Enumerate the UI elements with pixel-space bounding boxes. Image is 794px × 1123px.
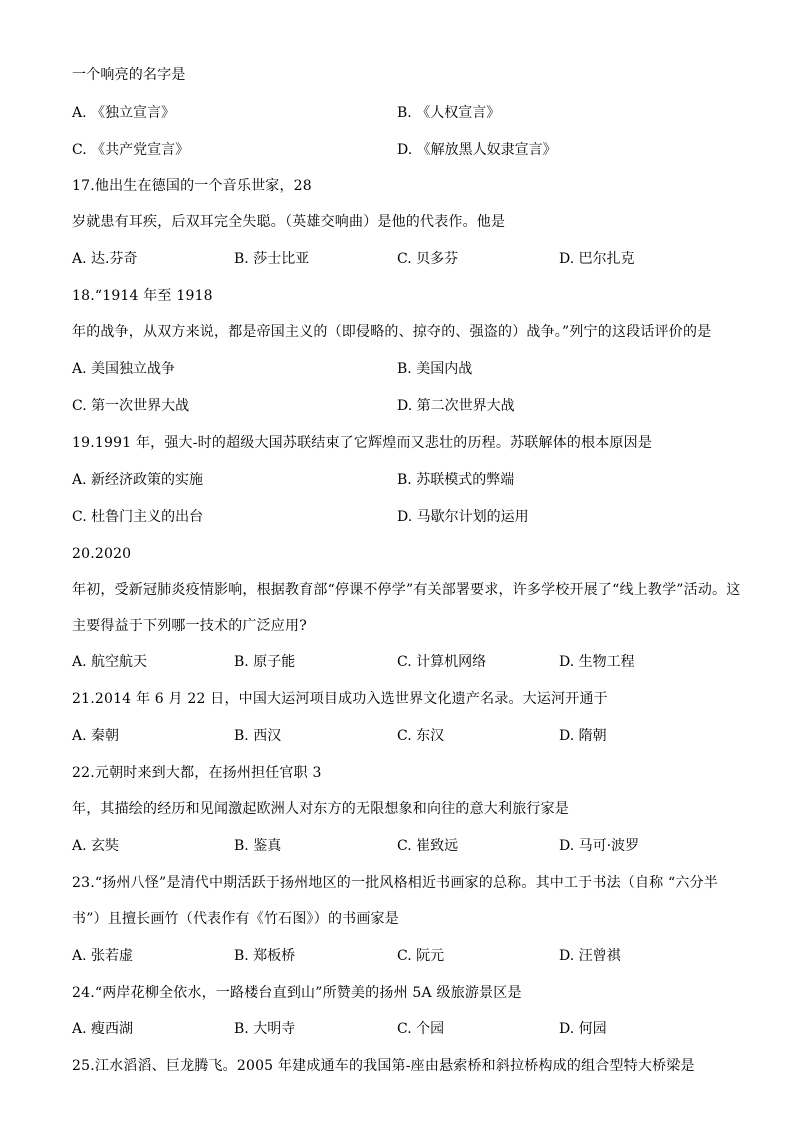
q19-option-d: D. 马歇尔计划的运用	[397, 509, 529, 525]
q24-option-a: A. 瘦西湖	[72, 1021, 134, 1037]
q17-option-c: C. 贝多芬	[397, 251, 459, 267]
question-20-line-1: 20.2020	[72, 546, 132, 562]
question-20-line-3: 主要得益于下列哪一技术的广泛应用?	[72, 618, 307, 634]
q23-option-d: D. 汪曾祺	[559, 948, 621, 964]
question-24-line-1: 24.“两岸花柳全依水，一路楼台直到山”所赞美的扬州 5A 级旅游景区是	[72, 985, 522, 1001]
q17-option-d: D. 巴尔扎克	[559, 251, 635, 267]
q16-option-a: A. 《独立宣言》	[72, 105, 176, 121]
question-23-line-1: 23.“扬州八怪”是清代中期活跃于扬州地区的一批风格相近书画家的总称。其中工于书法（自称 “六分半	[72, 875, 718, 891]
q17-option-b: B. 莎士比亚	[234, 251, 310, 267]
question-20-line-2: 年初，受新冠肺炎疫情影响，根据教育部“停课不停学”有关部署要求，许多学校开展了“线上教学”活动。这	[72, 582, 741, 598]
question-17-line-1: 17.他出生在德国的一个音乐世家，28	[72, 178, 312, 194]
q22-option-d: D. 马可·波罗	[559, 838, 640, 854]
question-17-line-2: 岁就患有耳疾，后双耳完全失聪。（英雄交响曲）是他的代表作。他是	[72, 214, 506, 230]
q19-option-a: A. 新经济政策的实施	[72, 472, 204, 488]
q21-option-b: B. 西汉	[234, 728, 282, 744]
q24-option-c: C. 个园	[397, 1021, 445, 1037]
q19-option-c: C. 杜鲁门主义的出台	[72, 509, 204, 525]
q20-option-c: C. 计算机网络	[397, 654, 487, 670]
q20-option-d: D. 生物工程	[559, 654, 635, 670]
question-18-line-2: 年的战争，从双方来说，都是帝国主义的（即侵略的、掠夺的、强盗的）战争。”列宁的这段话评价的是	[72, 324, 712, 340]
question-19-line-1: 19.1991 年，强大-时的超级大国苏联结束了它辉煌而又悲壮的历程。苏联解体的根本原因是	[72, 435, 653, 451]
question-25-line-1: 25.江水滔滔、巨龙腾飞。2005 年建成通车的我国第-座由悬索桥和斜拉桥构成的组合型特大桥梁是	[72, 1058, 695, 1074]
q18-option-a: A. 美国独立战争	[72, 361, 176, 377]
q23-option-a: A. 张若虚	[72, 948, 134, 964]
question-22-line-2: 年，其描绘的经历和见闻激起欧洲人对东方的无限想象和向往的意大利旅行家是	[72, 801, 569, 817]
q23-option-b: B. 郑板桥	[234, 948, 296, 964]
question-16-stem-tail: 一个响亮的名字是	[72, 67, 186, 83]
q17-option-a: A. 达.芬奇	[72, 251, 138, 267]
q21-option-a: A. 秦朝	[72, 728, 120, 744]
q24-option-d: D. 何园	[559, 1021, 607, 1037]
q22-option-c: C. 崔致远	[397, 838, 459, 854]
q23-option-c: C. 阮元	[397, 948, 445, 964]
question-22-line-1: 22.元朝时来到大都，在扬州担任官职 3	[72, 765, 322, 781]
q21-option-c: C. 东汉	[397, 728, 445, 744]
q16-option-d: D. 《解放黑人奴隶宣言》	[397, 142, 557, 158]
q18-option-d: D. 第二次世界大战	[397, 398, 515, 414]
question-21-line-1: 21.2014 年 6 月 22 日，中国大运河项目成功入选世界文化遗产名录。大运河开通于	[72, 691, 608, 707]
q18-option-c: C. 第一次世界大战	[72, 398, 190, 414]
q20-option-a: A. 航空航天	[72, 654, 148, 670]
q16-option-c: C. 《共产党宣言》	[72, 142, 190, 158]
q16-option-b: B. 《人权宣言》	[397, 105, 501, 121]
q20-option-b: B. 原子能	[234, 654, 296, 670]
question-18-line-1: 18.“1914 年至 1918	[72, 288, 213, 304]
q21-option-d: D. 隋朝	[559, 728, 607, 744]
question-23-line-2: 书”）且擅长画竹（代表作有《竹石图》）的书画家是	[72, 911, 399, 927]
q19-option-b: B. 苏联模式的弊端	[397, 472, 515, 488]
q24-option-b: B. 大明寺	[234, 1021, 296, 1037]
q22-option-a: A. 玄奘	[72, 838, 120, 854]
q18-option-b: B. 美国内战	[397, 361, 473, 377]
q22-option-b: B. 鉴真	[234, 838, 282, 854]
